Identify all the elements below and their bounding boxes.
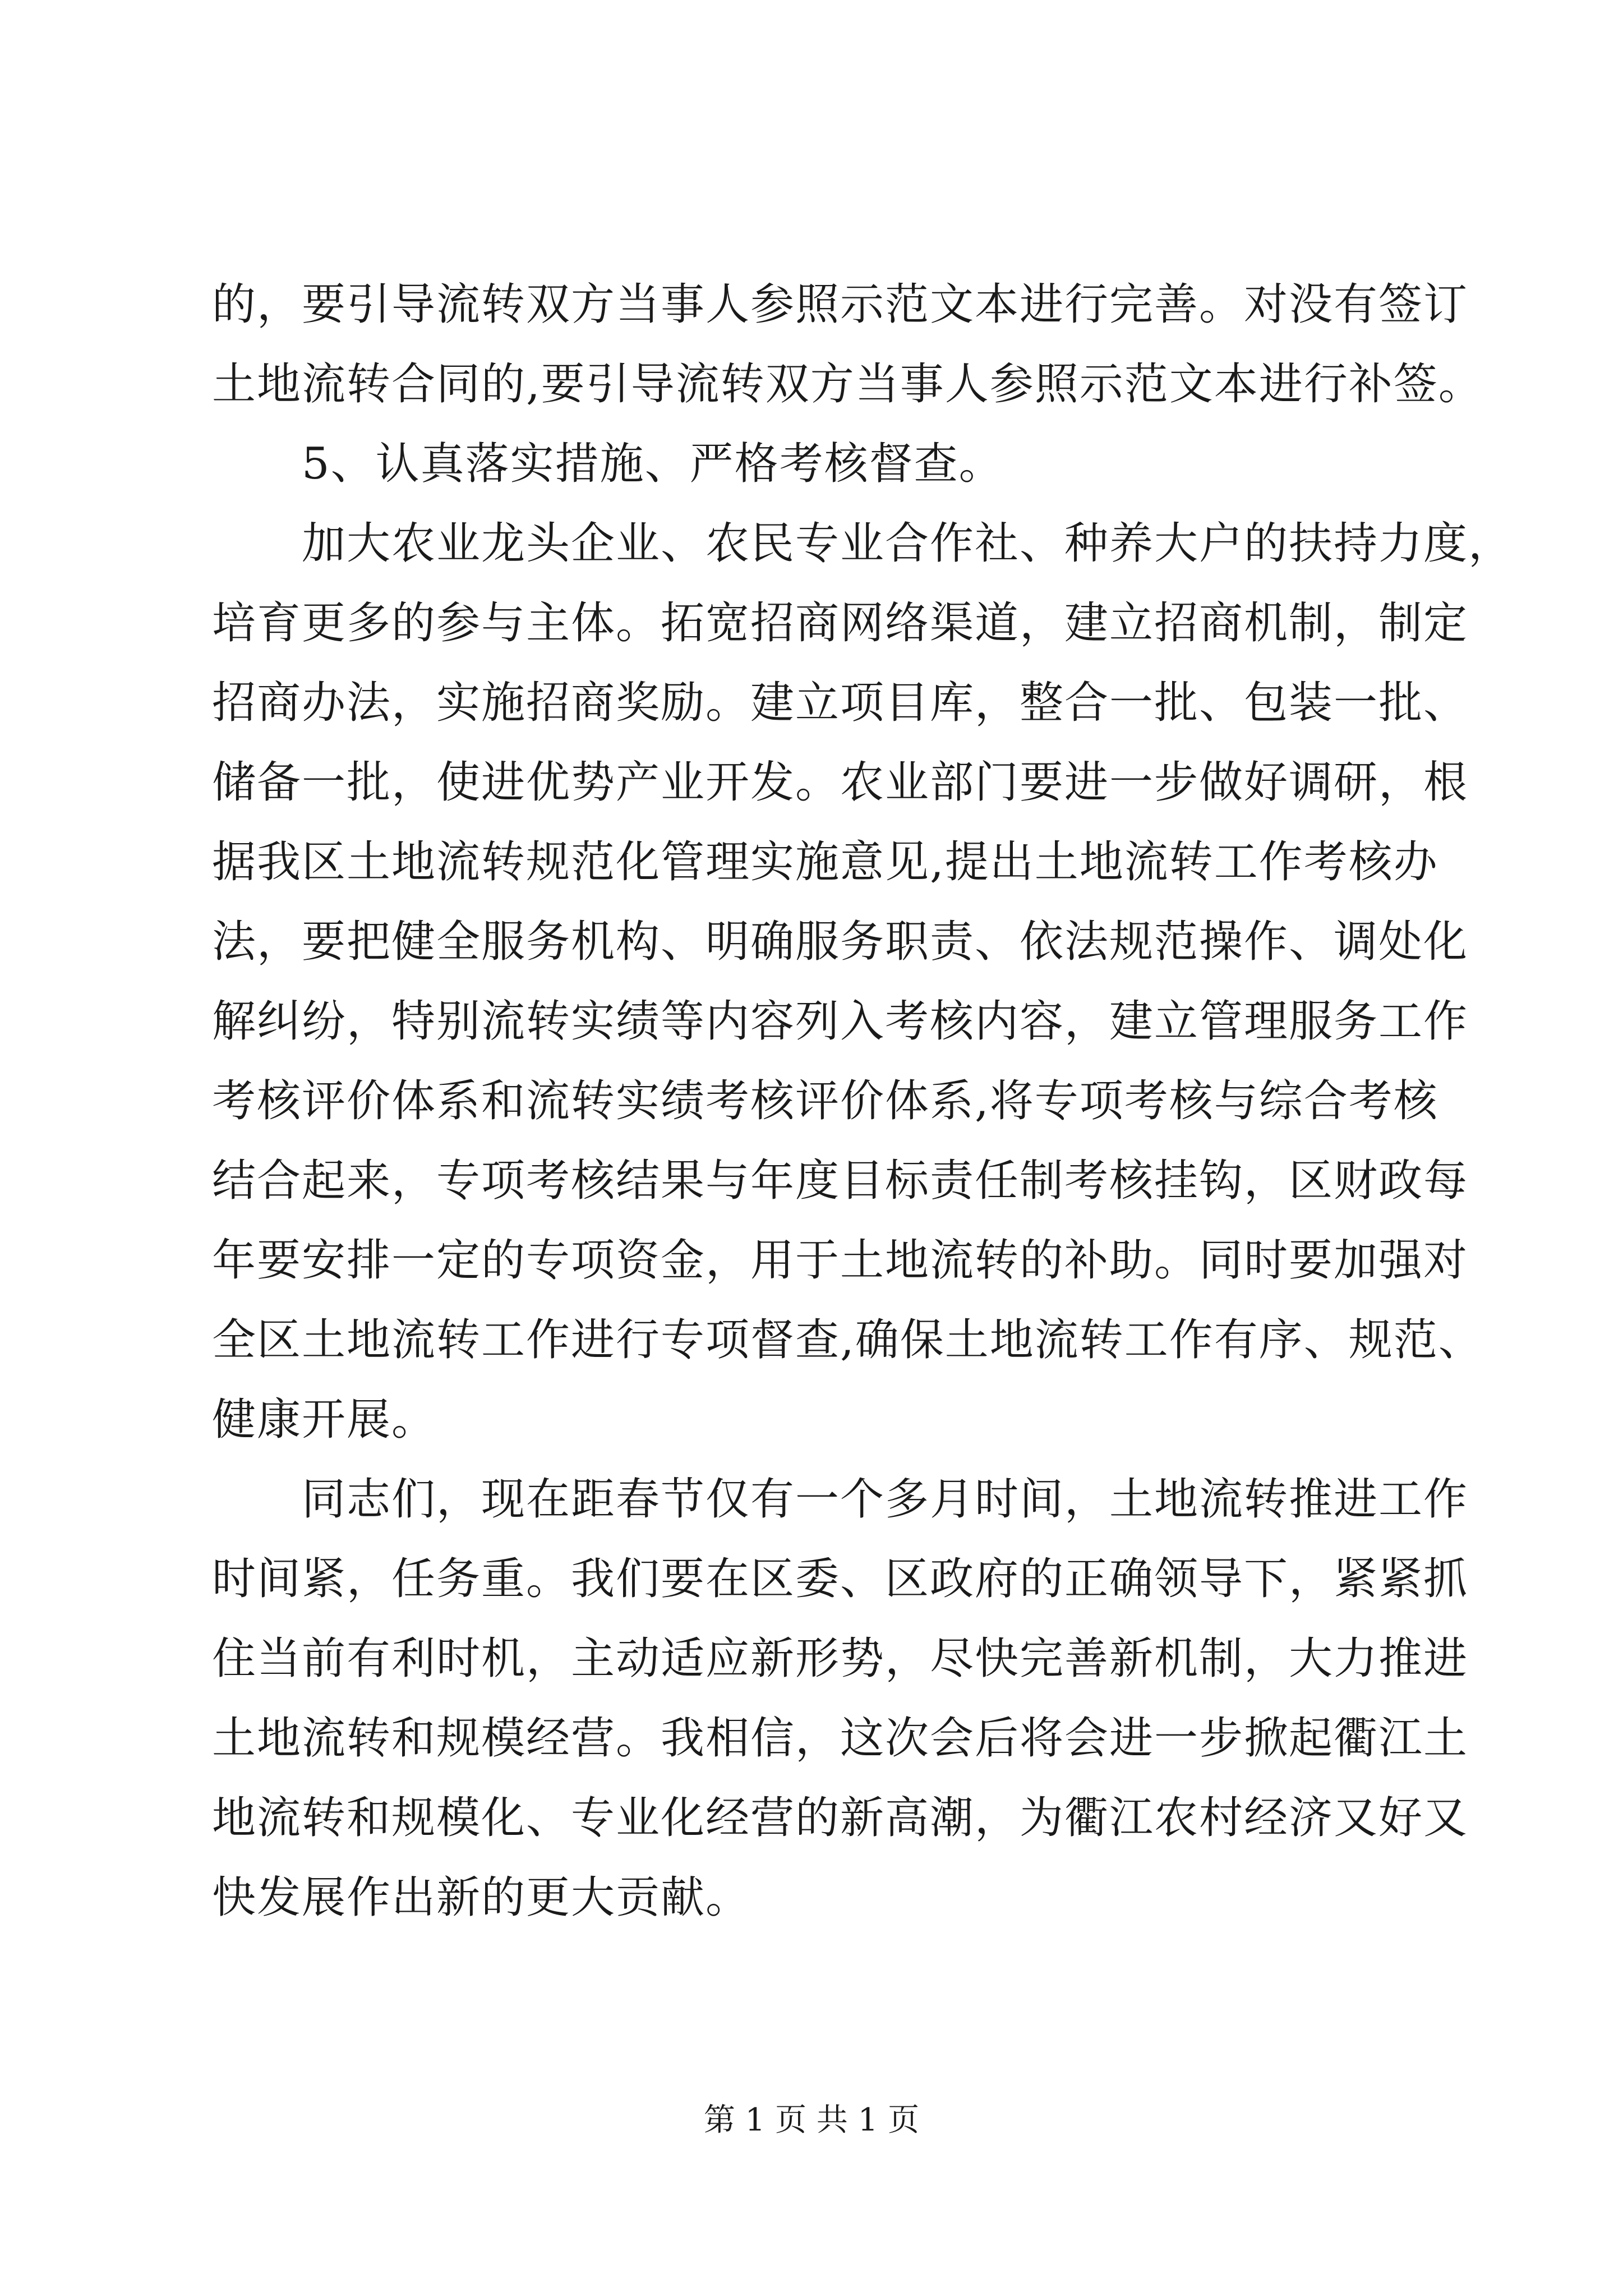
text-line: 5、认真落实措施、严格考核督查。 [302,439,1004,489]
section-heading-5 [212,424,1446,504]
text-line: 法，要把健全服务机构、明确服务职责、依法规范操作、调处化 [212,917,1469,967]
text-line: 土地流转和规模经营。我相信，这次会后将会进一步掀起衢江土 [212,1713,1469,1764]
text-line: 考核评价体系和流转实绩考核评价体系,将专项考核与综合考核 [212,1076,1438,1126]
document-body [212,265,1514,1938]
text-line: 年要安排一定的专项资金，用于土地流转的补助。同时要加强对 [212,1235,1469,1286]
text-line: 全区土地流转工作进行专项督查,确保土地流转工作有序、规范、 [212,1315,1483,1365]
text-line: 加大农业龙头企业、农民专业合作社、种养大户的扶持力度， [302,518,1514,569]
text-line: 据我区土地流转规范化管理实施意见,提出土地流转工作考核办 [212,837,1438,887]
text-line: 结合起来，专项考核结果与年度目标责任制考核挂钩，区财政每 [212,1156,1469,1206]
text-line: 招商办法，实施招商奖励。建立项目库，整合一批、包装一批、 [212,678,1469,728]
paragraph-3 [212,1460,1469,1938]
text-line: 储备一批，使进优势产业开发。农业部门要进一步做好调研，根 [212,757,1469,808]
text-line: 地流转和规模化、专业化经营的新高潮，为衢江农村经济又好又 [212,1793,1469,1843]
text-line: 解纠纷，特别流转实绩等内容列入考核内容，建立管理服务工作 [212,996,1469,1047]
text-line: 住当前有利时机，主动适应新形势，尽快完善新机制，大力推进 [212,1634,1469,1684]
paragraph-2 [212,504,1514,1460]
paragraph-1 [212,265,1483,424]
text-line: 健康开展。 [212,1395,437,1445]
text-line: 快发展作出新的更大贡献。 [212,1872,751,1923]
text-line: 同志们，现在距春节仅有一个多月时间，土地流转推进工作 [302,1474,1469,1525]
text-line: 土地流转合同的,要引导流转双方当事人参照示范文本进行补签。 [212,359,1483,409]
text-line: 的，要引导流转双方当事人参照示范文本进行完善。对没有签订 [212,279,1469,330]
page-number-footer: 第 1 页 共 1 页 [703,2102,920,2138]
text-line: 时间紧，任务重。我们要在区委、区政府的正确领导下，紧紧抓 [212,1554,1469,1604]
text-line: 培育更多的参与主体。拓宽招商网络渠道，建立招商机制，制定 [212,598,1469,648]
